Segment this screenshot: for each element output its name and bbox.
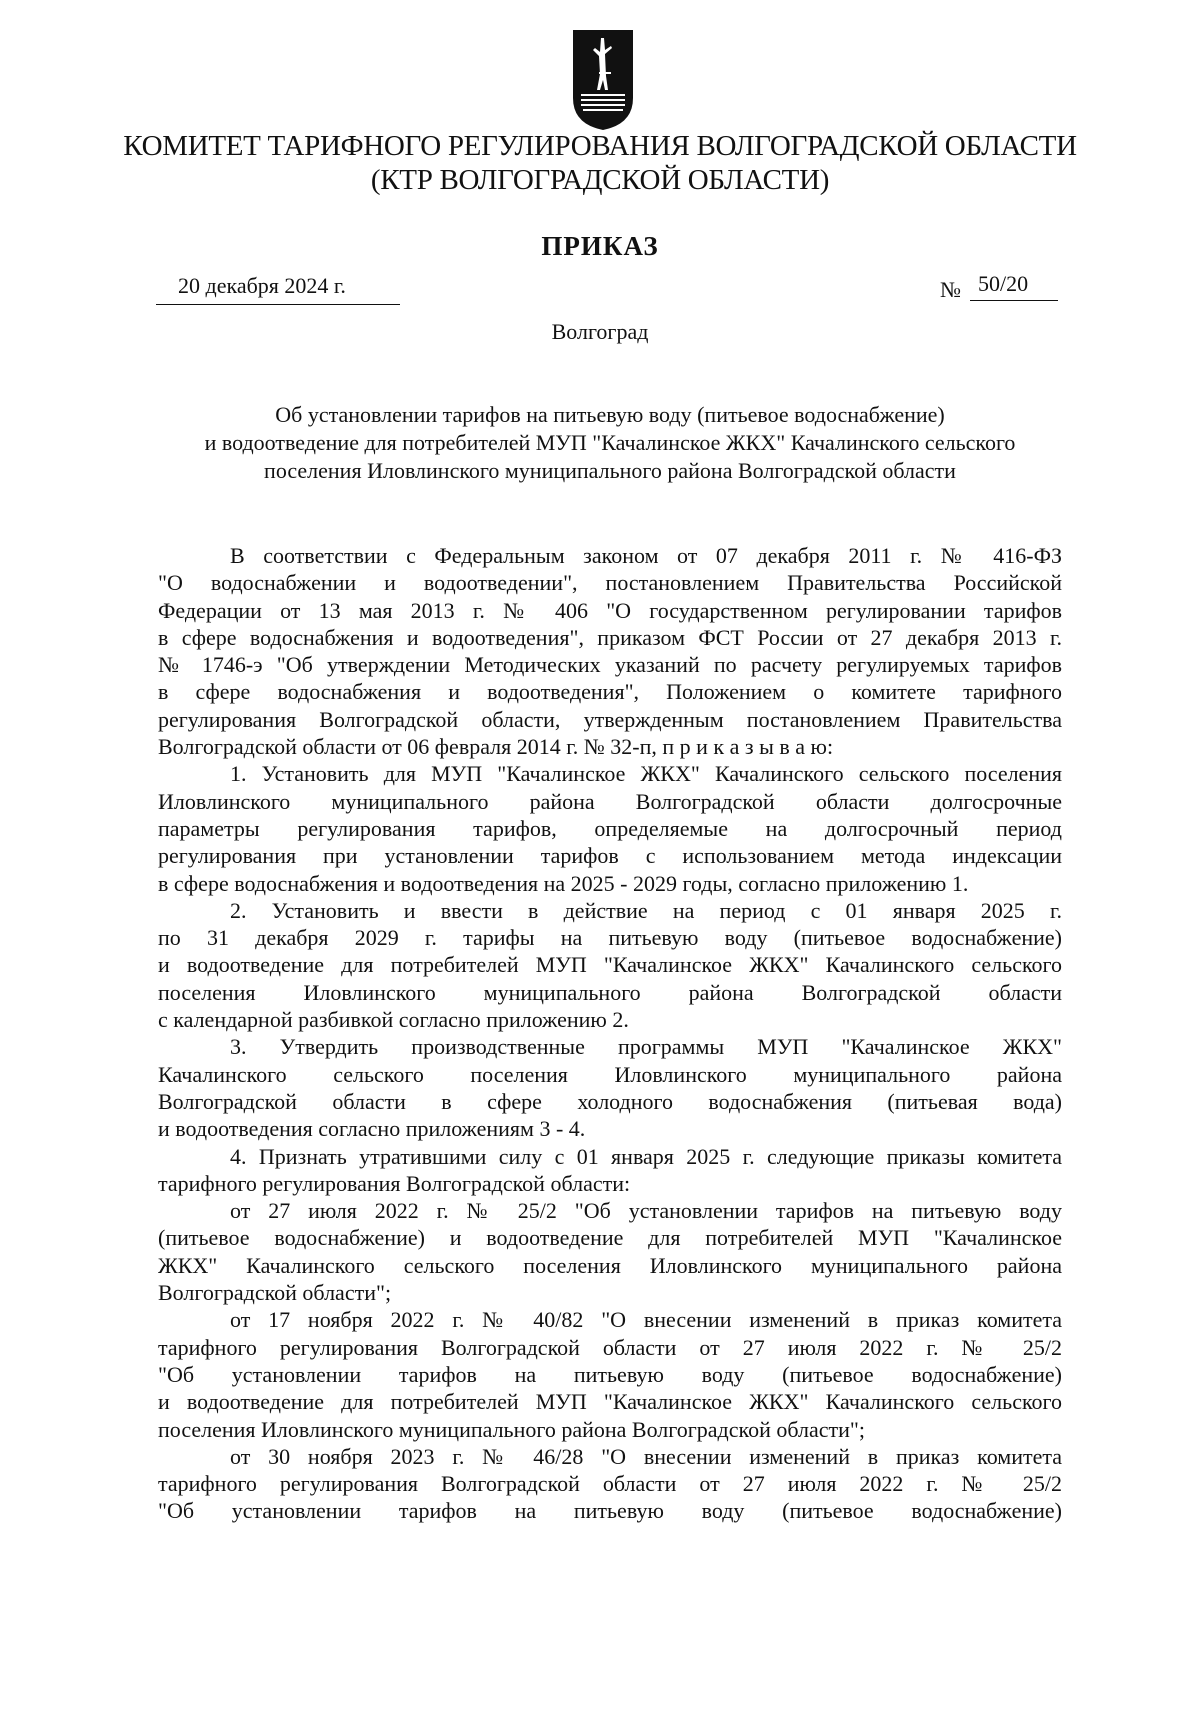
body-line: и водоотведения согласно приложениям 3 - 4. [158, 1116, 586, 1142]
body-line: ЖКХ" Качалинского сельского поселения Иловлинского муниципального района [158, 1252, 1062, 1278]
organization-name: КОМИТЕТ ТАРИФНОГО РЕГУЛИРОВАНИЯ ВОЛГОГРАДСКОЙ ОБЛАСТИ [123, 130, 1077, 162]
body-line: в сфере водоснабжения и водоотведения", приказом ФСТ России от 27 декабря 2013 г. [158, 624, 1062, 650]
body-line: 2. Установить и ввести в действие на период с 01 января 2025 г. [230, 897, 1062, 923]
subject-line: Об установлении тарифов на питьевую воду (питьевое водоснабжение) [275, 402, 945, 427]
body-line: № 1746-э "Об утверждении Методических указаний по расчету регулируемых тарифов [158, 652, 1062, 678]
body-line: тарифного регулирования Волгоградской области: [158, 1170, 631, 1196]
number-label: № [940, 277, 961, 302]
subject-line: поселения Иловлинского муниципального района Волгоградской области [264, 458, 956, 483]
body-line: в сфере водоснабжения и водоотведения на 2025 - 2029 годы, согласно приложению 1. [158, 870, 969, 896]
body-line: с календарной разбивкой согласно приложению 2. [158, 1007, 629, 1033]
body-line: 3. Утвердить производственные программы МУП "Качалинское ЖКХ" [230, 1034, 1062, 1060]
body-line: "О водоснабжении и водоотведении", постановлением Правительства Российской [158, 570, 1062, 596]
document-number: 50/20 [978, 271, 1029, 296]
body-line: по 31 декабря 2029 г. тарифы на питьевую воду (питьевое водоснабжение) [158, 925, 1062, 951]
body-line: в сфере водоснабжения и водоотведения", Положением о комитете тарифного [158, 679, 1062, 705]
body-line: от 27 июля 2022 г. № 25/2 "Об установлении тарифов на питьевую воду [230, 1198, 1062, 1224]
document-body [158, 542, 1062, 1525]
body-line: поселения Иловлинского муниципального района Волгоградской области [158, 979, 1062, 1005]
body-line: от 17 ноября 2022 г. № 40/82 "О внесении изменений в приказ комитета [230, 1307, 1062, 1333]
body-line: Волгоградской области от 06 февраля 2014 г. № 32-п, п р и к а з ы в а ю: [158, 734, 834, 760]
body-line: "Об установлении тарифов на питьевую воду (питьевое водоснабжение) [158, 1361, 1062, 1387]
coat-of-arms-emblem [571, 28, 635, 132]
body-line: параметры регулирования тарифов, определяемые на долгосрочный период [158, 815, 1062, 841]
body-line: и водоотведение для потребителей МУП "Качалинское ЖКХ" Качалинского сельского [158, 952, 1062, 978]
city: Волгоград [551, 319, 649, 344]
body-line: 1. Установить для МУП "Качалинское ЖКХ" Качалинского сельского поселения [230, 761, 1062, 787]
body-line: Волгоградской области"; [158, 1280, 392, 1306]
body-line: и водоотведение для потребителей МУП "Качалинское ЖКХ" Качалинского сельского [158, 1389, 1062, 1415]
organization-short-name: (КТР ВОЛГОГРАДСКОЙ ОБЛАСТИ) [370, 164, 830, 196]
body-line: (питьевое водоснабжение) и водоотведение для потребителей МУП "Качалинское [158, 1225, 1062, 1251]
number-underline [970, 300, 1058, 301]
body-line: Федерации от 13 мая 2013 г. № 406 "О государственном регулировании тарифов [158, 597, 1062, 623]
body-line: Волгоградской области в сфере холодного водоснабжения (питьевая вода) [158, 1088, 1062, 1114]
body-line: Иловлинского муниципального района Волгоградской области долгосрочные [158, 788, 1062, 814]
body-line: тарифного регулирования Волгоградской области от 27 июля 2022 г. № 25/2 [158, 1334, 1062, 1360]
body-line: 4. Признать утратившими силу с 01 января 2025 г. следующие приказы комитета [230, 1143, 1062, 1169]
document-date: 20 декабря 2024 г. [178, 273, 346, 298]
body-line: В соответствии с Федеральным законом от 07 декабря 2011 г. № 416-ФЗ [230, 543, 1062, 568]
body-line: регулирования при установлении тарифов с использованием метода индексации [158, 843, 1062, 869]
body-line: регулирования Волгоградской области, утвержденным постановлением Правительства [158, 706, 1062, 732]
subject-line: и водоотведение для потребителей МУП "Качалинское ЖКХ" Качалинского сельского [204, 430, 1016, 455]
body-line: "Об установлении тарифов на питьевую воду (питьевое водоснабжение) [158, 1498, 1062, 1524]
body-line: тарифного регулирования Волгоградской области от 27 июля 2022 г. № 25/2 [158, 1471, 1062, 1497]
date-underline [156, 304, 400, 305]
body-line: Качалинского сельского поселения Иловлинского муниципального района [158, 1061, 1062, 1087]
body-line: поселения Иловлинского муниципального района Волгоградской области"; [158, 1416, 865, 1442]
body-line: от 30 ноября 2023 г. № 46/28 "О внесении изменений в приказ комитета [230, 1443, 1062, 1469]
document-type: ПРИКАЗ [541, 231, 659, 261]
document-subject [160, 401, 1060, 485]
